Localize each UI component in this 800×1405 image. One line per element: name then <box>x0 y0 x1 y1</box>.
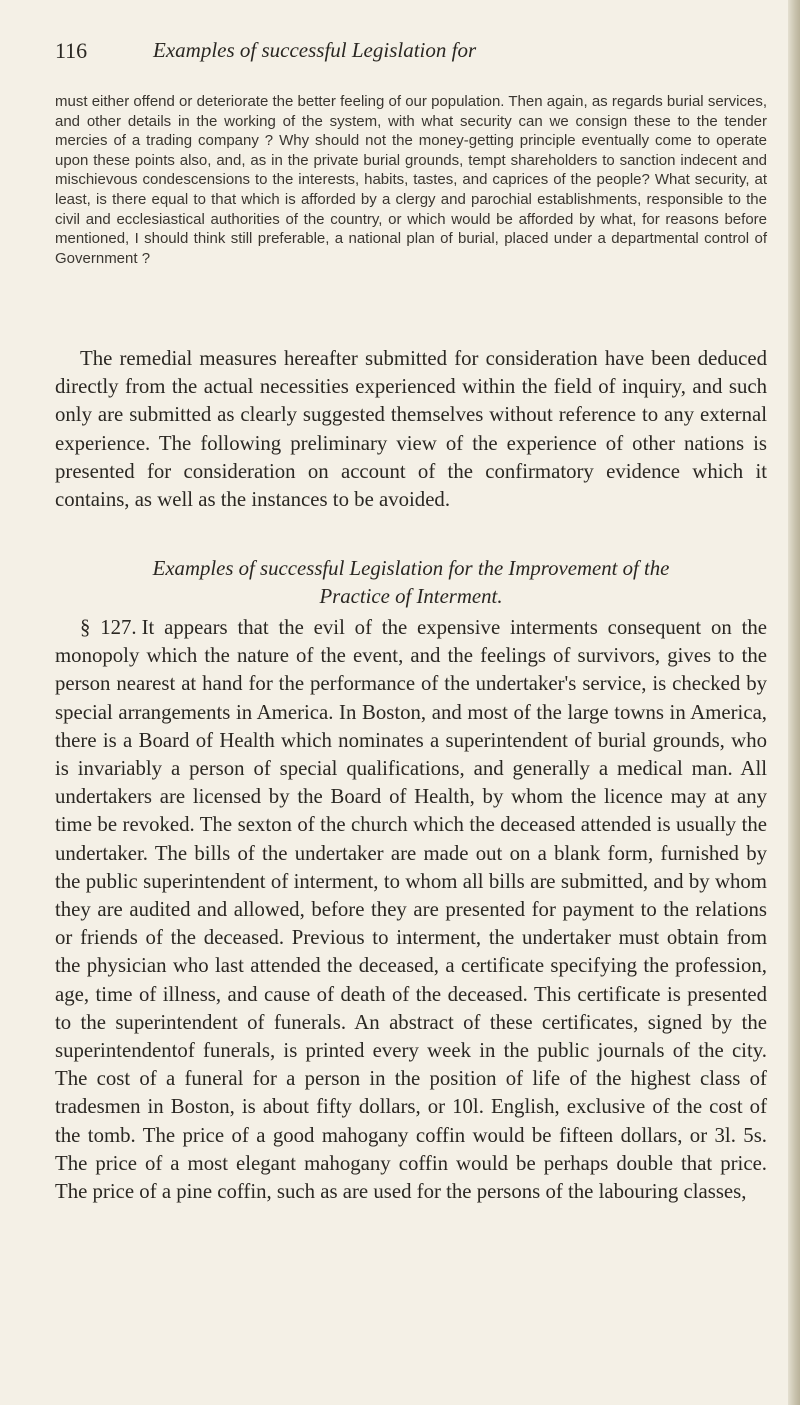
page-number: 116 <box>55 38 88 63</box>
paragraph-section-127 <box>55 614 767 1206</box>
section-number: § 127. <box>80 616 137 639</box>
section-127-text: It appears that the evil of the expensive interments consequent on the monopoly which the nature of the event, and the feelings of survivors, gives to the person nearest at hand for the performance of the undertaker's service, is checked by special arrangements in America. In Boston, and most of the large towns in America, there is a Board of Health which nominates a superintendent of burial grounds, who is invariably a person of special qualifications, and generally a medical man. All undertakers are licensed by the Board of Health, by whom the licence may at any time be revoked. The sexton of the church which the deceased attended is usually the undertaker. The bills of the undertaker are made out on a blank form, furnished by the public superintendent of interment, to whom all bills are submitted, and by whom they are audited and allowed, before they are presented for payment to the relations or friends of the deceased. Previous to interment, the undertaker must obtain from the physician who last attended the deceased, a certificate specifying the profession, age, time of illness, and cause of death of the deceased. This certificate is presented to the superintendent of funerals. An abstract of these certificates, signed by the superintendentof funerals, is printed every week in the public journals of the city. The cost of a funeral for a person in the position of life of the highest class of tradesmen in Boston, is about fifty dollars, or 10l. English, exclusive of the cost of the tomb. The price of a good mahogany coffin would be fifteen dollars, or 3l. 5s. The price of a most elegant mahogany coffin would be perhaps double that price. The price of a pine coffin, such as are used for the persons of the labouring classes, <box>55 616 767 1204</box>
section-heading-line-1: Examples of successful Legislation for the Improvement of the <box>152 557 670 580</box>
paragraph-remedial-measures: The remedial measures hereafter submitted for consideration have been deduced directly from the actual necessities experienced within the field of inquiry, and such only are submitted as clearly suggested themselves without reference to any external experience. The following preliminary view of the experience of other nations is presented for consideration on account of the confirmatory evidence which it contains, as well as the instances to be avoided. <box>55 347 767 512</box>
running-title: Examples of successful Legislation for <box>153 38 477 62</box>
paragraph-small-print: must either offend or deteriorate the better feeling of our population. Then again, as regards burial services, and other details in the working of the system, with what security can we consign these to the tender mercies of a trading company ? Why should not the money-getting principle eventually come to operate upon these points also, and, as in the private burial grounds, tempt shareholders to sanction indecent and mischievous condescensions to the interests, habits, tastes, and caprices of the people? What security, at least, is there equal to that which is afforded by a clergy and parochial establishments, responsible to the civil and ecclesiastical authorities of the country, or which would be afforded by what, for reasons before mentioned, I should think still preferable, a national plan of burial, placed under a departmental control of Government ? <box>55 93 767 267</box>
page-header <box>55 38 755 78</box>
section-heading-line-2: Practice of Interment. <box>319 585 503 608</box>
section-heading <box>55 555 767 611</box>
page-edge-shadow <box>788 0 800 1405</box>
